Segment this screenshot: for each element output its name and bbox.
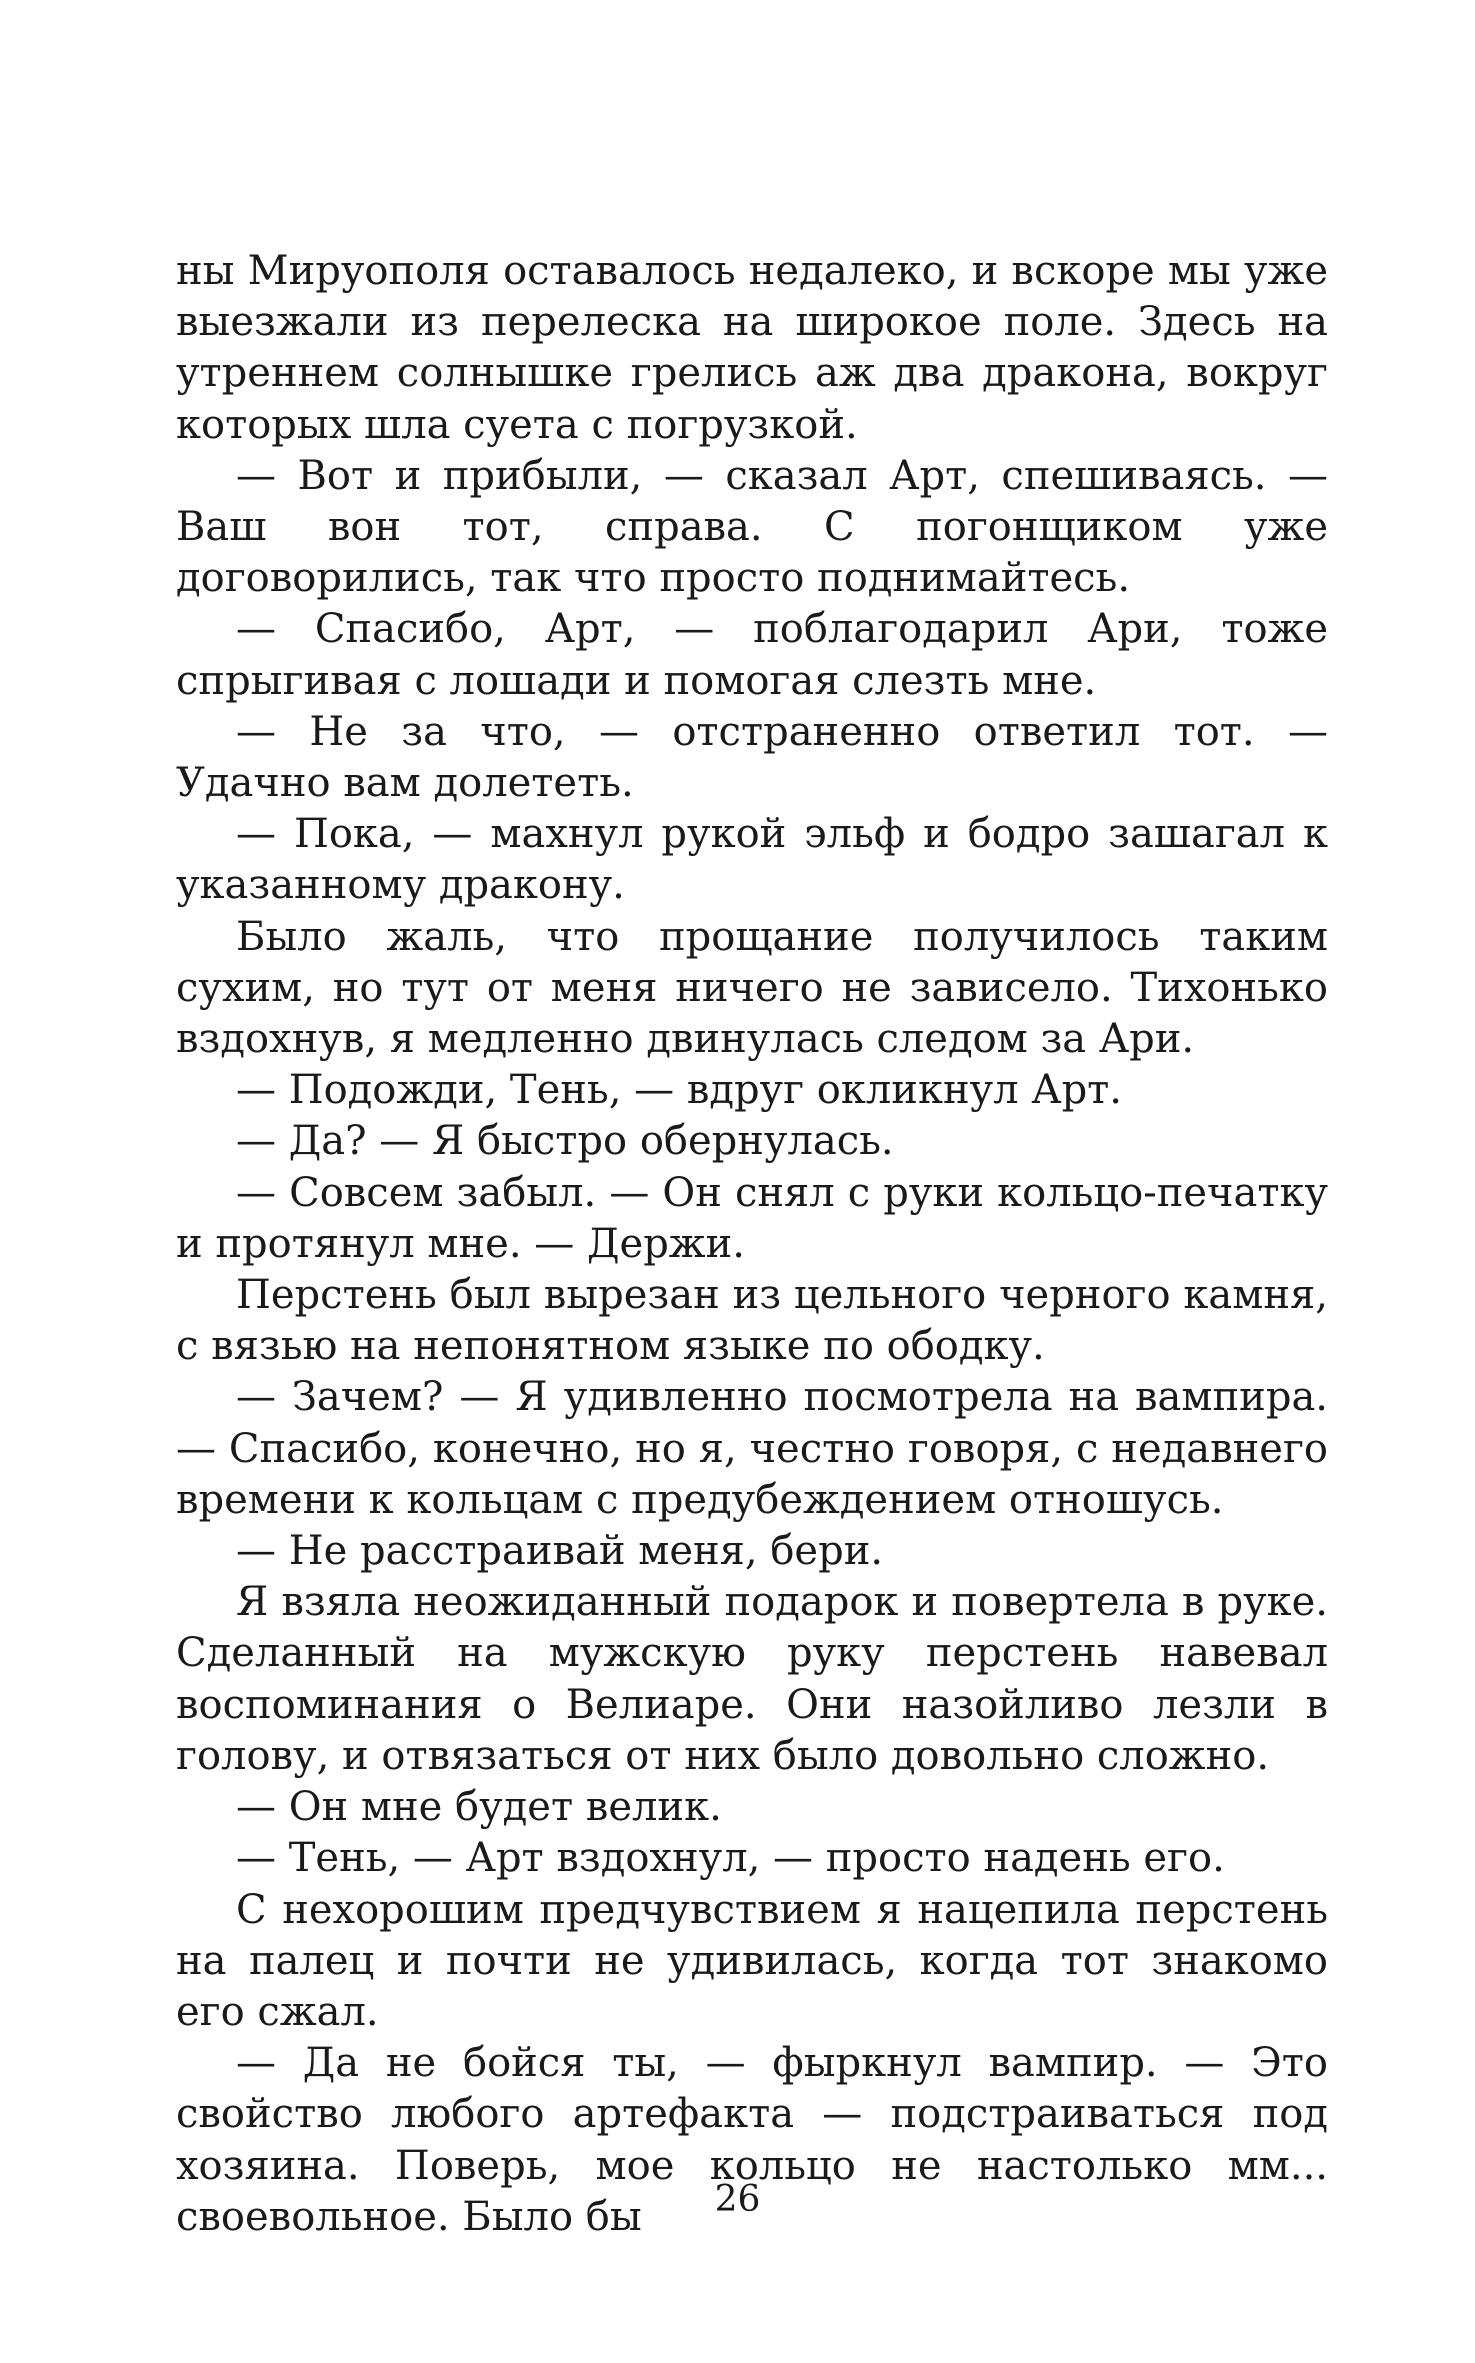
paragraph-10: Перстень был вырезан из цельного черного камня, с вязью на непонятном языке по ободку.	[176, 1272, 1328, 1370]
paragraph-15: — Тень, — Арт вздохнул, — просто надень его.	[236, 1835, 1225, 1882]
paragraph-12: — Не расстраивай меня, бери.	[236, 1528, 884, 1575]
paragraph-5: — Пока, — махнул рукой эльф и бодро зашагал к указанному дракону.	[176, 811, 1328, 909]
paragraph-1: ны Мируополя оставалось недалеко, и вскоре мы уже выезжали из перелеска на широкое поле. Здесь на утреннем солнышке грелись аж два дракона, вокруг которых шла суета с погрузкой.	[176, 248, 1328, 448]
paragraph-7: — Подожди, Тень, — вдруг окликнул Арт.	[236, 1067, 1123, 1114]
paragraph-13: Я взяла неожиданный подарок и повертела в руке. Сделанный на мужскую руку перстень навевал воспоминания о Велиаре. Они назойливо лезли в голову, и отвязаться от них было довольно сложно.	[176, 1579, 1328, 1779]
paragraph-3: — Спасибо, Арт, — поблагодарил Ари, тоже спрыгивая с лошади и помогая слезть мне.	[176, 606, 1328, 704]
paragraph-14: — Он мне будет велик.	[236, 1784, 722, 1831]
paragraph-17: — Да не бойся ты, — фыркнул вампир. — Это свойство любого артефакта — подстраиваться под хозяина. Поверь, мое кольцо не настолько мм... своевольное. Было бы	[176, 2040, 1328, 2240]
page-number: 26	[714, 2179, 761, 2220]
paragraph-2: — Вот и прибыли, — сказал Арт, спешиваясь. — Ваш вон тот, справа. С погонщиком уже договорились, так что просто поднимайтесь.	[176, 452, 1328, 602]
paragraph-11: — Зачем? — Я удивленно посмотрела на вампира. — Спасибо, конечно, но я, честно говоря, с недавнего времени к кольцам с предубеждением отношусь.	[176, 1374, 1328, 1523]
page-body	[176, 246, 1328, 2243]
paragraph-6: Было жаль, что прощание получилось таким сухим, но тут от меня ничего не зависело. Тихонько вздохнув, я медленно двинулась следом за Ари.	[176, 913, 1328, 1063]
paragraph-4: — Не за что, — отстраненно ответил тот. — Удачно вам долететь.	[176, 708, 1328, 807]
paragraph-16: С нехорошим предчувствием я нацепила перстень на палец и почти не удивилась, когда тот знакомо его сжал.	[176, 1886, 1328, 2035]
paragraph-9: — Совсем забыл. — Он снял с руки кольцо-печатку и протянул мне. — Держи.	[176, 1169, 1328, 1267]
paragraph-8: — Да? — Я быстро обернулась.	[236, 1118, 894, 1165]
